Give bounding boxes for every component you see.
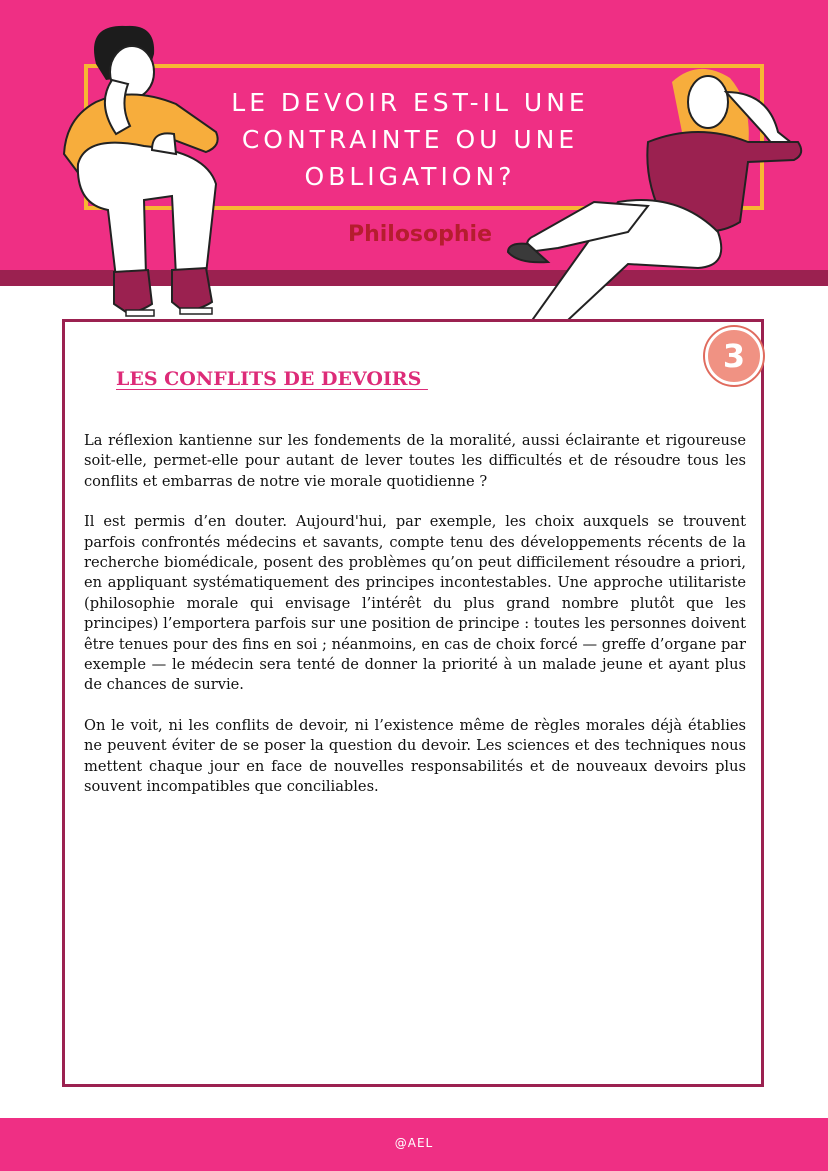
footer-credit: @AEL (394, 1136, 434, 1150)
paragraph: La réflexion kantienne sur les fondements de la moralité, aussi éclairante et rigoureuse soit-elle, permet-elle pour autant de lever toutes les difficultés et de résoudre tous les conflits et embarras de notre vie morale quotidienne ? (84, 432, 746, 490)
paragraph: Il est permis d’en douter. Aujourd'hui, par exemple, les choix auxquels se trouvent parfois confrontés médecins et savants, compte tenu des développements récents de la recherche biomédicale, posent des problèmes qu’on peut difficilement résoudre a priori, en appliquant systématiquement des principes incontestables. Une approche utilitariste (philosophie morale qui envisage l’intérêt du plus grand nombre plutôt que les principes) l’emportera parfois sur une position de principe : toutes les personnes doivent être tenues pour des fins en soi ; néanmoins, en cas de choix forcé — greffe d’organe par exemple — le médecin sera tenté de donner la priorité à un malade jeune et ayant plus de chances de survie. (84, 513, 746, 694)
paragraph: On le voit, ni les conflits de devoir, ni l’existence même de règles morales déjà établies ne peuvent éviter de se poser la question du devoir. Les sciences et des techniques nous mettent chaque jour en face de nouvelles responsabilités et de nouveaux devoirs plus souvent incompatibles que conciliables. (84, 716, 746, 796)
body-text (84, 431, 746, 818)
page-title: LE DEVOIR EST-IL UNE CONTRAINTE OU UNE OBLIGATION? (231, 88, 589, 191)
section-number-badge: 3 (705, 327, 763, 385)
section-title: LES CONFLITS DE DEVOIRS (116, 368, 428, 390)
subject-label: Philosophie (347, 222, 493, 247)
